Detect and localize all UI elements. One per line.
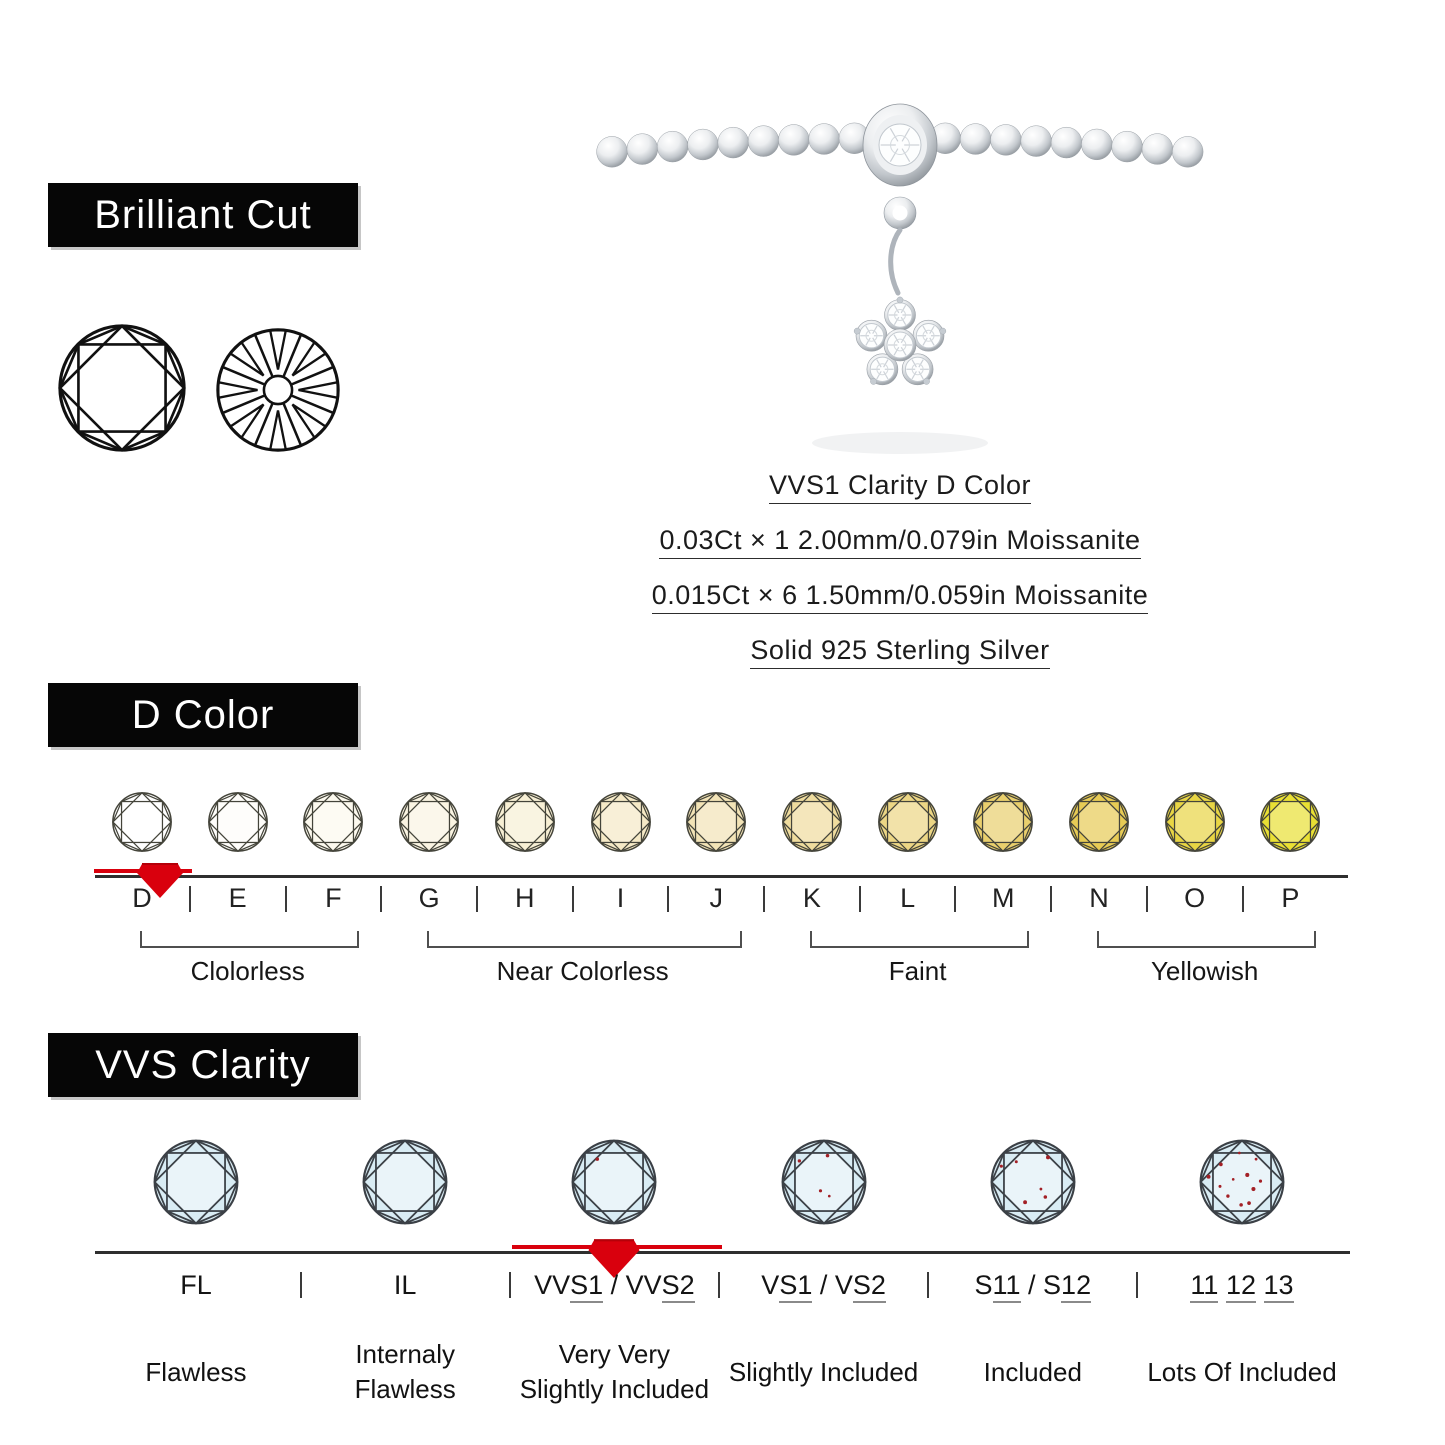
color-letter-separator bbox=[476, 886, 478, 912]
color-grade-letter-L: L bbox=[900, 883, 916, 913]
color-letter-separator bbox=[380, 886, 382, 912]
color-grade-letter-D: D bbox=[132, 883, 152, 913]
clarity-code-segment: V bbox=[761, 1270, 780, 1300]
clarity-grade-code-1 bbox=[295, 1270, 515, 1301]
clarity-code-segment: S2 bbox=[853, 1270, 886, 1303]
clarity-code-segment: 13 bbox=[1264, 1270, 1294, 1303]
clarity-code-segment: 11 bbox=[993, 1270, 1021, 1303]
clarity-grade-code-0 bbox=[86, 1270, 306, 1301]
color-grade-letter-E: E bbox=[228, 883, 247, 913]
clarity-code-segment: FL bbox=[180, 1270, 212, 1300]
spec-lines bbox=[540, 470, 1260, 690]
color-group-label: Clolorless bbox=[190, 956, 305, 986]
color-letter-separator bbox=[285, 886, 287, 912]
color-grade-gem-N bbox=[1068, 791, 1130, 853]
color-grade-gem-M bbox=[972, 791, 1034, 853]
clarity-desc-line: Internaly bbox=[355, 1339, 456, 1369]
clarity-desc-line: Slightly Included bbox=[728, 1356, 919, 1387]
clarity-code-segment: / V bbox=[812, 1270, 853, 1300]
clarity-desc-line: Flawless bbox=[145, 1356, 247, 1387]
color-grade-letter-F: F bbox=[325, 883, 342, 913]
color-group-label: Yellowish bbox=[1150, 956, 1259, 986]
color-grade-gem-O bbox=[1164, 791, 1226, 853]
color-grade-gem-J bbox=[685, 791, 747, 853]
clarity-code-segment: VV bbox=[534, 1270, 571, 1300]
color-grade-gem-D bbox=[111, 791, 173, 853]
color-grade-gem-K bbox=[781, 791, 843, 853]
clarity-grade-gem-2 bbox=[570, 1138, 658, 1226]
clarity-grade-gem-1 bbox=[361, 1138, 449, 1226]
clarity-code-segment: 12 bbox=[1226, 1270, 1256, 1303]
color-letter-separator bbox=[1146, 886, 1148, 912]
color-scale-line bbox=[95, 875, 1348, 878]
clarity-desc-line: Very Very bbox=[558, 1339, 671, 1369]
flower-charm bbox=[854, 297, 946, 385]
color-letter-separator bbox=[667, 886, 669, 912]
color-letter-separator bbox=[572, 886, 574, 912]
color-group-bracket bbox=[427, 931, 742, 948]
spec-line-text: 0.03Ct × 1 2.00mm/0.079in Moissanite bbox=[659, 525, 1140, 559]
spec-line-2 bbox=[540, 580, 1260, 611]
color-grade-letter-G: G bbox=[418, 883, 440, 913]
clarity-code-segment: S1 bbox=[570, 1270, 603, 1303]
clarity-code-segment: / S bbox=[1020, 1270, 1062, 1300]
ring-reflection bbox=[812, 432, 988, 454]
clarity-scale-line bbox=[95, 1251, 1350, 1254]
clarity-grade-gem-4 bbox=[989, 1138, 1077, 1226]
color-group-label: Faint bbox=[888, 956, 947, 986]
color-grade-gem-H bbox=[494, 791, 556, 853]
color-grade-gem-L bbox=[877, 791, 939, 853]
clarity-grade-code-2 bbox=[504, 1270, 724, 1301]
color-group-bracket bbox=[140, 931, 359, 948]
clarity-code-segment bbox=[1256, 1270, 1264, 1300]
color-grade-letter-O: O bbox=[1184, 883, 1206, 913]
clarity-desc-line: Flawless bbox=[354, 1374, 456, 1404]
bezel-stone bbox=[879, 124, 921, 166]
clarity-grade-gem-0 bbox=[152, 1138, 240, 1226]
clarity-code-segment: 11 bbox=[1190, 1270, 1218, 1303]
color-grade-letter-I: I bbox=[616, 883, 625, 913]
clarity-code-segment: / VV bbox=[603, 1270, 662, 1300]
color-letter-separator bbox=[1242, 886, 1244, 912]
clarity-grade-desc-5 bbox=[1117, 1330, 1367, 1414]
spec-line-3 bbox=[540, 635, 1260, 666]
color-grade-letter-P: P bbox=[1281, 883, 1300, 913]
color-letter-separator bbox=[1050, 886, 1052, 912]
color-grade-gem-G bbox=[398, 791, 460, 853]
color-grade-gem-E bbox=[207, 791, 269, 853]
color-letter-separator bbox=[859, 886, 861, 912]
spec-line-0 bbox=[540, 470, 1260, 501]
color-grade-letter-M: M bbox=[992, 883, 1015, 913]
spec-line-text: 0.015Ct × 6 1.50mm/0.059in Moissanite bbox=[652, 580, 1149, 614]
spec-line-1 bbox=[540, 525, 1260, 556]
clarity-grade-gem-5 bbox=[1198, 1138, 1286, 1226]
color-grade-letter-H: H bbox=[515, 883, 535, 913]
color-grade-letter-K: K bbox=[802, 883, 821, 913]
color-letter-separator bbox=[763, 886, 765, 912]
d-color-label: D Color bbox=[48, 683, 358, 747]
clarity-desc-line: Included bbox=[983, 1356, 1082, 1387]
color-grade-letter-J: J bbox=[709, 883, 723, 913]
clarity-code-segment: 12 bbox=[1061, 1270, 1091, 1303]
ring-photo bbox=[590, 45, 1210, 485]
clarity-code-segment: IL bbox=[393, 1270, 417, 1300]
color-grade-gem-P bbox=[1259, 791, 1321, 853]
clarity-code-segment: S2 bbox=[662, 1270, 695, 1303]
spec-line-text: VVS1 Clarity D Color bbox=[769, 470, 1031, 504]
clarity-code-segment: S1 bbox=[779, 1270, 812, 1303]
spec-line-text: Solid 925 Sterling Silver bbox=[750, 635, 1049, 669]
cut-diagram-top-view-icon bbox=[56, 322, 188, 454]
cut-diagram-star-view-icon bbox=[214, 326, 342, 454]
clarity-desc-line: Slightly Included bbox=[519, 1374, 710, 1404]
clarity-grade-code-5 bbox=[1132, 1270, 1352, 1301]
color-letter-separator bbox=[189, 886, 191, 912]
color-grade-letter-N: N bbox=[1089, 883, 1109, 913]
clarity-code-segment: S bbox=[974, 1270, 993, 1300]
color-grade-gem-I bbox=[590, 791, 652, 853]
color-group-label: Near Colorless bbox=[496, 956, 669, 986]
vvs-clarity-label: VVS Clarity bbox=[48, 1033, 358, 1097]
clarity-desc-line: Lots Of Included bbox=[1147, 1356, 1337, 1387]
charm-bail bbox=[884, 197, 916, 293]
brilliant-cut-label: Brilliant Cut bbox=[48, 183, 358, 247]
clarity-code-segment bbox=[1218, 1270, 1226, 1300]
color-group-bracket bbox=[1097, 931, 1316, 948]
clarity-grade-code-4 bbox=[923, 1270, 1143, 1301]
color-group-bracket bbox=[810, 931, 1029, 948]
color-grade-gem-F bbox=[302, 791, 364, 853]
color-letter-separator bbox=[954, 886, 956, 912]
clarity-grade-gem-3 bbox=[780, 1138, 868, 1226]
clarity-grade-code-3 bbox=[714, 1270, 934, 1301]
